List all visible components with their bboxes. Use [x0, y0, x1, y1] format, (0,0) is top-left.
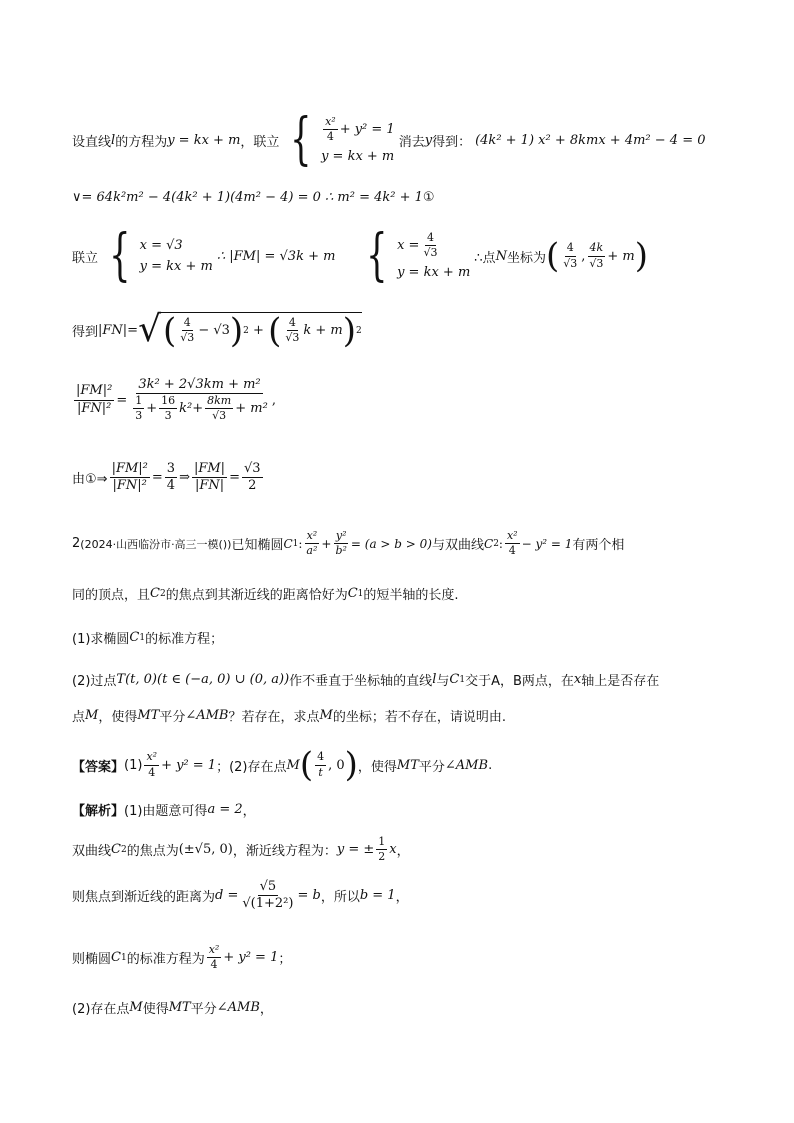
math: |FN|=: [98, 322, 139, 338]
text: (1)由题意可得: [124, 804, 208, 819]
analysis-line-2: 双曲线 C 2 的焦点为 (±√5, 0) ，渐近线方程为： y = ± $\frac{1}{2}$ x ，: [72, 835, 410, 864]
text: 的焦点为: [126, 844, 179, 860]
system-row-1: x = √3: [139, 238, 183, 253]
text: ∴点: [474, 250, 496, 266]
text: ，渐近线方程为：: [232, 844, 337, 860]
brace-icon: {: [366, 223, 388, 288]
analysis-line-3: 则焦点到渐近线的距离为 d = $\frac{√5}{\text{√(1+2²)}}$ = b ，所以 b = 1 ，: [72, 879, 409, 912]
text: 平分: [190, 1002, 217, 1017]
text: ，使得: [98, 710, 138, 725]
question-2-line-1: (2)过点 T(t, 0) (t ∈ (−a, 0) ∪ (0, a)) 作不垂直于坐标轴的直线 l 与 C 1 交于A， B两点，在 x 轴上是否存在: [72, 672, 660, 689]
text: 同的顶点，且: [72, 588, 151, 603]
text: (2)存在点: [72, 1002, 130, 1017]
text: (1): [124, 757, 143, 773]
text: B两点，在: [512, 674, 574, 689]
text: 得到：: [432, 134, 472, 150]
equation-line-6: 由①⇒ $\frac{\text{|FM|²}}{\text{|FN|²}}$ = $\frac{3}{4}$ ⇒ $\frac{|FM|}{|FN|}$ = $\frac{√3}{2}$: [72, 461, 261, 494]
text: 有两个相: [572, 538, 625, 554]
text: 消去: [398, 134, 425, 150]
system-row-1: x =: [397, 238, 420, 253]
text: .: [488, 757, 493, 773]
question-1: (1)求椭圆 C 1 的标准方程；: [72, 630, 224, 647]
text: ，所以: [320, 890, 360, 906]
system-row-2: y = kx + m: [139, 259, 213, 274]
text: 双曲线: [72, 844, 112, 860]
var-l: l: [111, 132, 116, 148]
fraction-numerator: 3k² + 2√3km + m²: [136, 378, 262, 394]
text: 联立: [72, 250, 99, 266]
analysis-line-4: 则椭圆 C 1 的标准方程为 $\frac{\text{x²}}{4}$ + y² = 1 ；: [72, 943, 292, 972]
analysis-line-1: 【解析】 (1)由题意可得 a = 2 ，: [72, 802, 256, 819]
text: ？若存在，求点: [228, 710, 320, 725]
math: ∴ |FM| = √3k + m: [216, 248, 336, 264]
equation-system-a: [102, 223, 213, 288]
text: 已知椭圆: [231, 538, 284, 554]
system-row-2: y = kx + m: [321, 149, 395, 165]
answer-line: 【答案】 (1) $\frac{\text{x²}}{4}$ + y² = 1 ；(2)存在点 M ( $\frac{4}{t}$ , 0 ) ，使得 MT 平分 ∠AMB .: [72, 745, 493, 785]
equation-line-5: $\frac{\text{|FM|²}}{\text{|FN|²}}$ = 3k² + 2√3km + m² $\frac{1}{3}$ + $\frac{16}{3}$ k² + $\frac{8km}{√3}$ + m² ,: [76, 377, 276, 423]
equation-system: { $\frac{\text{x²}}{4}$ + y² = 1 y = kx + m: [290, 107, 395, 172]
question-2-line-2: 点 M ，使得 MT 平分 ∠AMB ？若存在，求点 M 的坐标；若不存在，请说明由.: [72, 708, 506, 725]
system-row-2: y = kx + m: [397, 265, 471, 281]
text: 平分: [159, 710, 186, 725]
analysis-label: 【解析】: [72, 804, 125, 819]
text: 作不垂直于坐标轴的直线: [289, 674, 433, 689]
text: 设直线: [72, 134, 112, 150]
text: 的标准方程；: [145, 632, 224, 647]
text: 坐标为: [506, 250, 546, 266]
problem-2-line-1: 2 (2024·山西临汾市·高三一模()) 已知椭圆 C 1 : $\frac{\text{x²}}{\text{a²}}$ + $\frac{\text{y²}}{\text{b²}}$ = (a > b > 0) 与双曲线 C 2 : $\frac{\text{x²}}{4}$ − y² = 1 有两个相: [72, 529, 625, 558]
text: 得到: [72, 324, 99, 340]
text: 轴上是否存在: [581, 674, 660, 689]
text: 点: [72, 710, 86, 725]
text: 则焦点到渐近线的距离为: [72, 890, 216, 906]
equation-line-4: 得到 |FN|= √ ( $\frac{4}{√3}$ − √3 ) 2 + ( $\frac{4}{√3}$ k + m ) 2: [72, 309, 362, 351]
text: 的方程为: [115, 134, 168, 150]
problem-number: 2: [72, 536, 81, 552]
text: ；(2)存在点: [216, 759, 287, 775]
math-result: (4k² + 1) x² + 8kmx + 4m² − 4 = 0: [475, 132, 706, 148]
problem-2-line-2: 同的顶点，且 C 2 的焦点到其渐近线的距离恰好为 C 1 的短半轴的长度.: [72, 586, 459, 603]
equation-line-1: [72, 107, 706, 172]
text: 与: [436, 674, 450, 689]
system-row-1: + y² = 1: [339, 122, 395, 137]
text: (2)过点: [72, 674, 117, 689]
answer-label: 【答案】: [72, 759, 125, 775]
text: 的焦点到其渐近线的距离恰好为: [165, 588, 348, 603]
text: 平分: [418, 759, 445, 775]
text: 则椭圆: [72, 952, 112, 968]
problem-source: (2024·山西临汾市·高三一模()): [80, 537, 232, 551]
text: 的短半轴的长度.: [363, 588, 459, 603]
analysis-line-5: (2)存在点 M 使得 MT 平分 ∠AMB ，: [72, 1000, 273, 1017]
text: 的坐标；若不存在，请说明由.: [332, 710, 506, 725]
text: 使得: [142, 1002, 169, 1017]
equation-line-3: 联立 { x = √3 y = kx + m ∴ |FM| = √3k + m { x = $\frac{4}{√3}$ y = kx + m ∴点 N 坐标为 ( $\frac{4}{√3}$ , $\frac{4k}{√3}$ + m ): [72, 223, 649, 288]
brace-icon: {: [109, 223, 131, 288]
math: ∨= 64k²m² − 4(4k² + 1)(4m² − 4) = 0 ∴ m² = 4k² + 1: [72, 190, 423, 205]
var-N: N: [495, 248, 507, 264]
equation-line-2: [72, 190, 435, 205]
text: (1)求椭圆: [72, 632, 130, 647]
text: 交于A，: [465, 674, 513, 689]
text: ，联立: [240, 134, 280, 150]
equation-system-b: { x = $\frac{4}{√3}$ y = kx + m: [366, 223, 471, 288]
circle-mark: ①: [422, 190, 435, 205]
math: y = kx + m: [167, 132, 241, 148]
brace-icon: {: [290, 107, 312, 172]
text: 与双曲线: [431, 538, 484, 554]
var-y: y: [424, 132, 433, 148]
text: 的标准方程为: [126, 952, 205, 968]
text: ，使得: [357, 759, 397, 775]
